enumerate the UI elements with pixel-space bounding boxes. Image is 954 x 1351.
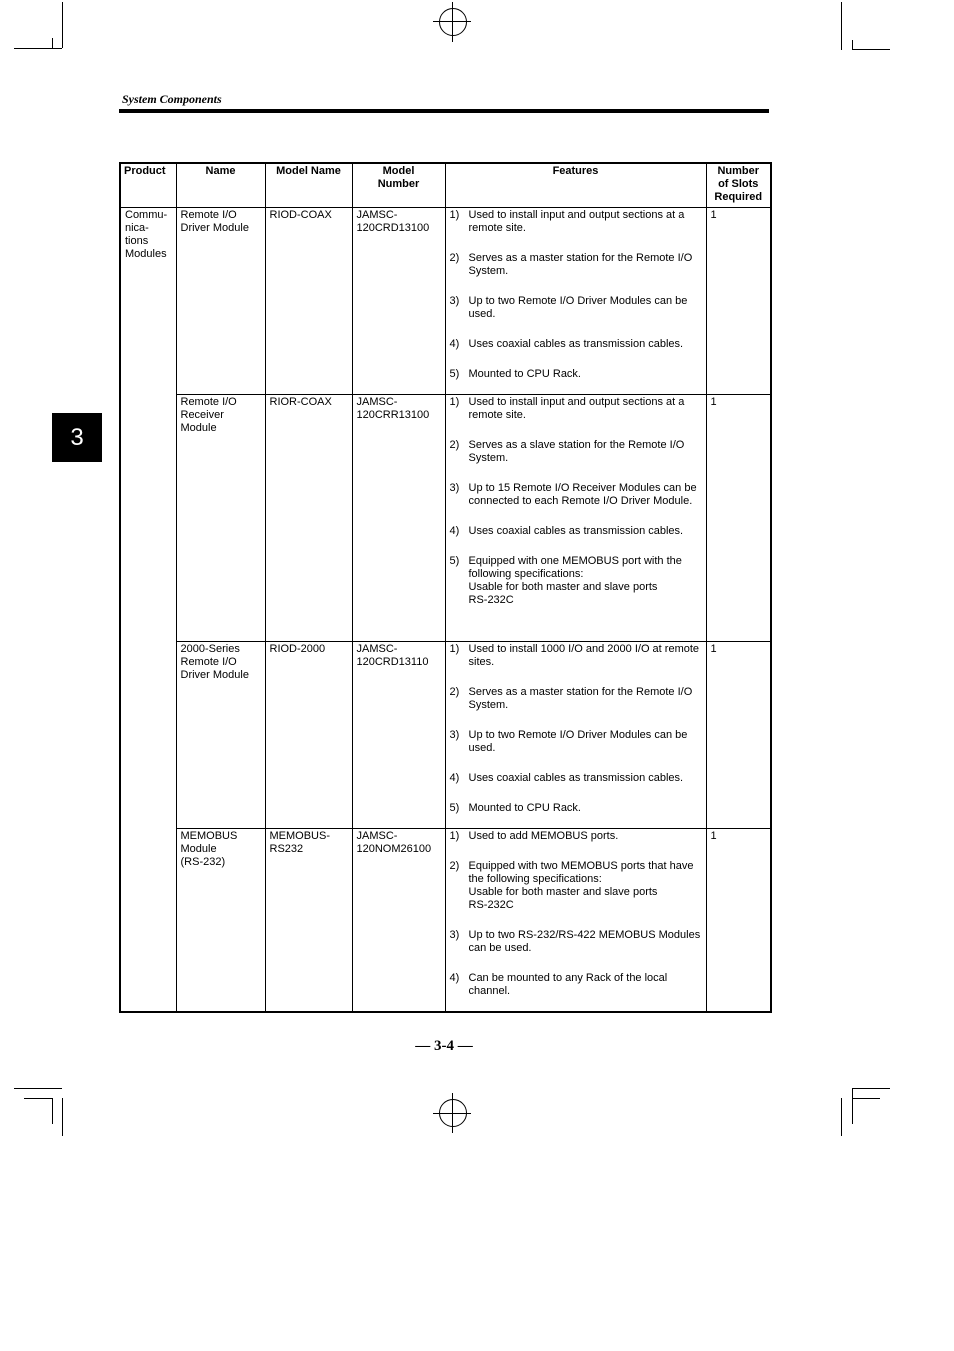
feature-item: 3) Up to two RS-232/RS-422 MEMOBUS Modules can be used. — [449, 928, 701, 954]
table-row — [120, 207, 771, 394]
name-cell: 2000-Series Remote I/O Driver Module — [176, 641, 265, 828]
feature-item: 3) Up to two Remote I/O Driver Modules can be used. — [449, 728, 688, 754]
feature-item: 1) Used to install input and output sections at a remote site. — [449, 395, 685, 421]
crop-mark-tr — [841, 2, 842, 50]
features-cell — [445, 207, 706, 394]
crop-mark-bl — [14, 1088, 62, 1089]
crop-mark-br — [852, 1098, 880, 1099]
model-number-cell: JAMSC- 120CRR13100 — [352, 394, 445, 641]
feature-item: 2) Serves as a master station for the Remote I/O System. — [449, 251, 693, 277]
feature-item: 2) Serves as a slave station for the Remote I/O System. — [449, 438, 685, 464]
crop-mark-br — [841, 1098, 842, 1136]
crop-mark-bl — [62, 1098, 63, 1136]
components-table — [119, 162, 772, 1013]
table-header-row — [120, 163, 771, 207]
column-header-product: Product — [120, 163, 176, 207]
crop-mark-tl — [14, 48, 62, 49]
name-cell: Remote I/O Driver Module — [176, 207, 265, 394]
model-number-cell: JAMSC- 120NOM26100 — [352, 828, 445, 1012]
column-header-model-number: Model Number — [352, 163, 445, 207]
column-header-name: Name — [176, 163, 265, 207]
feature-item: 3) Up to two Remote I/O Driver Modules can be used. — [449, 294, 688, 320]
model-name-cell: RIOD-2000 — [265, 641, 352, 828]
feature-item: 4) Uses coaxial cables as transmission cables. — [449, 524, 684, 537]
crop-mark-tl — [62, 2, 63, 48]
feature-item: 5) Mounted to CPU Rack. — [449, 801, 581, 814]
feature-item: 1) Used to install 1000 I/O and 2000 I/O at remote sites. — [449, 642, 700, 668]
page-number: — 3-4 — — [415, 1038, 473, 1054]
crop-mark-tr — [852, 49, 890, 50]
feature-item: 1) Used to install input and output sections at a remote site. — [449, 208, 685, 234]
slots-cell: 1 — [706, 641, 771, 828]
slots-cell: 1 — [706, 828, 771, 1012]
feature-item: 5) Mounted to CPU Rack. — [449, 367, 581, 380]
model-name-cell: RIOD-COAX — [265, 207, 352, 394]
model-name-cell: RIOR-COAX — [265, 394, 352, 641]
table-row — [120, 828, 771, 1012]
section-title: System Components — [122, 92, 222, 106]
column-header-model-name: Model Name — [265, 163, 352, 207]
crop-mark-bl — [24, 1098, 52, 1099]
crop-mark-tl — [52, 38, 53, 48]
crop-mark-br — [852, 1088, 853, 1124]
feature-item: 4) Uses coaxial cables as transmission cables. — [449, 771, 684, 784]
name-cell: Remote I/O Receiver Module — [176, 394, 265, 641]
chapter-tab: 3 — [52, 413, 102, 462]
header-rule — [119, 109, 769, 113]
feature-item: 4) Uses coaxial cables as transmission cables. — [449, 337, 684, 350]
model-number-cell: JAMSC- 120CRD13110 — [352, 641, 445, 828]
feature-item: 5) Equipped with one MEMOBUS port with the following specifications: Usable for both master and slave ports RS-232C — [449, 554, 682, 606]
registration-mark-bottom — [452, 1093, 453, 1133]
column-header-slots: Number of Slots Required — [706, 163, 771, 207]
features-cell — [445, 394, 706, 641]
crop-mark-bl — [52, 1098, 53, 1124]
feature-item: 3) Up to 15 Remote I/O Receiver Modules can be connected to each Remote I/O Driver Module. — [449, 481, 697, 507]
registration-mark-top — [452, 2, 453, 42]
slots-cell: 1 — [706, 207, 771, 394]
product-cell: Commu- nica- tions Modules — [120, 207, 176, 1012]
feature-item: 2) Serves as a master station for the Remote I/O System. — [449, 685, 693, 711]
features-cell — [445, 828, 706, 1012]
slots-cell: 1 — [706, 394, 771, 641]
column-header-features: Features — [445, 163, 706, 207]
name-cell: MEMOBUS Module (RS-232) — [176, 828, 265, 1012]
registration-mark-top — [439, 8, 467, 36]
model-number-cell: JAMSC- 120CRD13100 — [352, 207, 445, 394]
model-name-cell: MEMOBUS- RS232 — [265, 828, 352, 1012]
table-row — [120, 394, 771, 641]
table-row — [120, 641, 771, 828]
feature-item: 1) Used to add MEMOBUS ports. — [449, 829, 619, 842]
features-cell — [445, 641, 706, 828]
feature-item: 4) Can be mounted to any Rack of the local channel. — [449, 971, 668, 997]
crop-mark-br — [852, 1088, 890, 1089]
feature-item: 2) Equipped with two MEMOBUS ports that have the following specifications: Usable for both master and slave ports RS-232C — [449, 859, 694, 911]
